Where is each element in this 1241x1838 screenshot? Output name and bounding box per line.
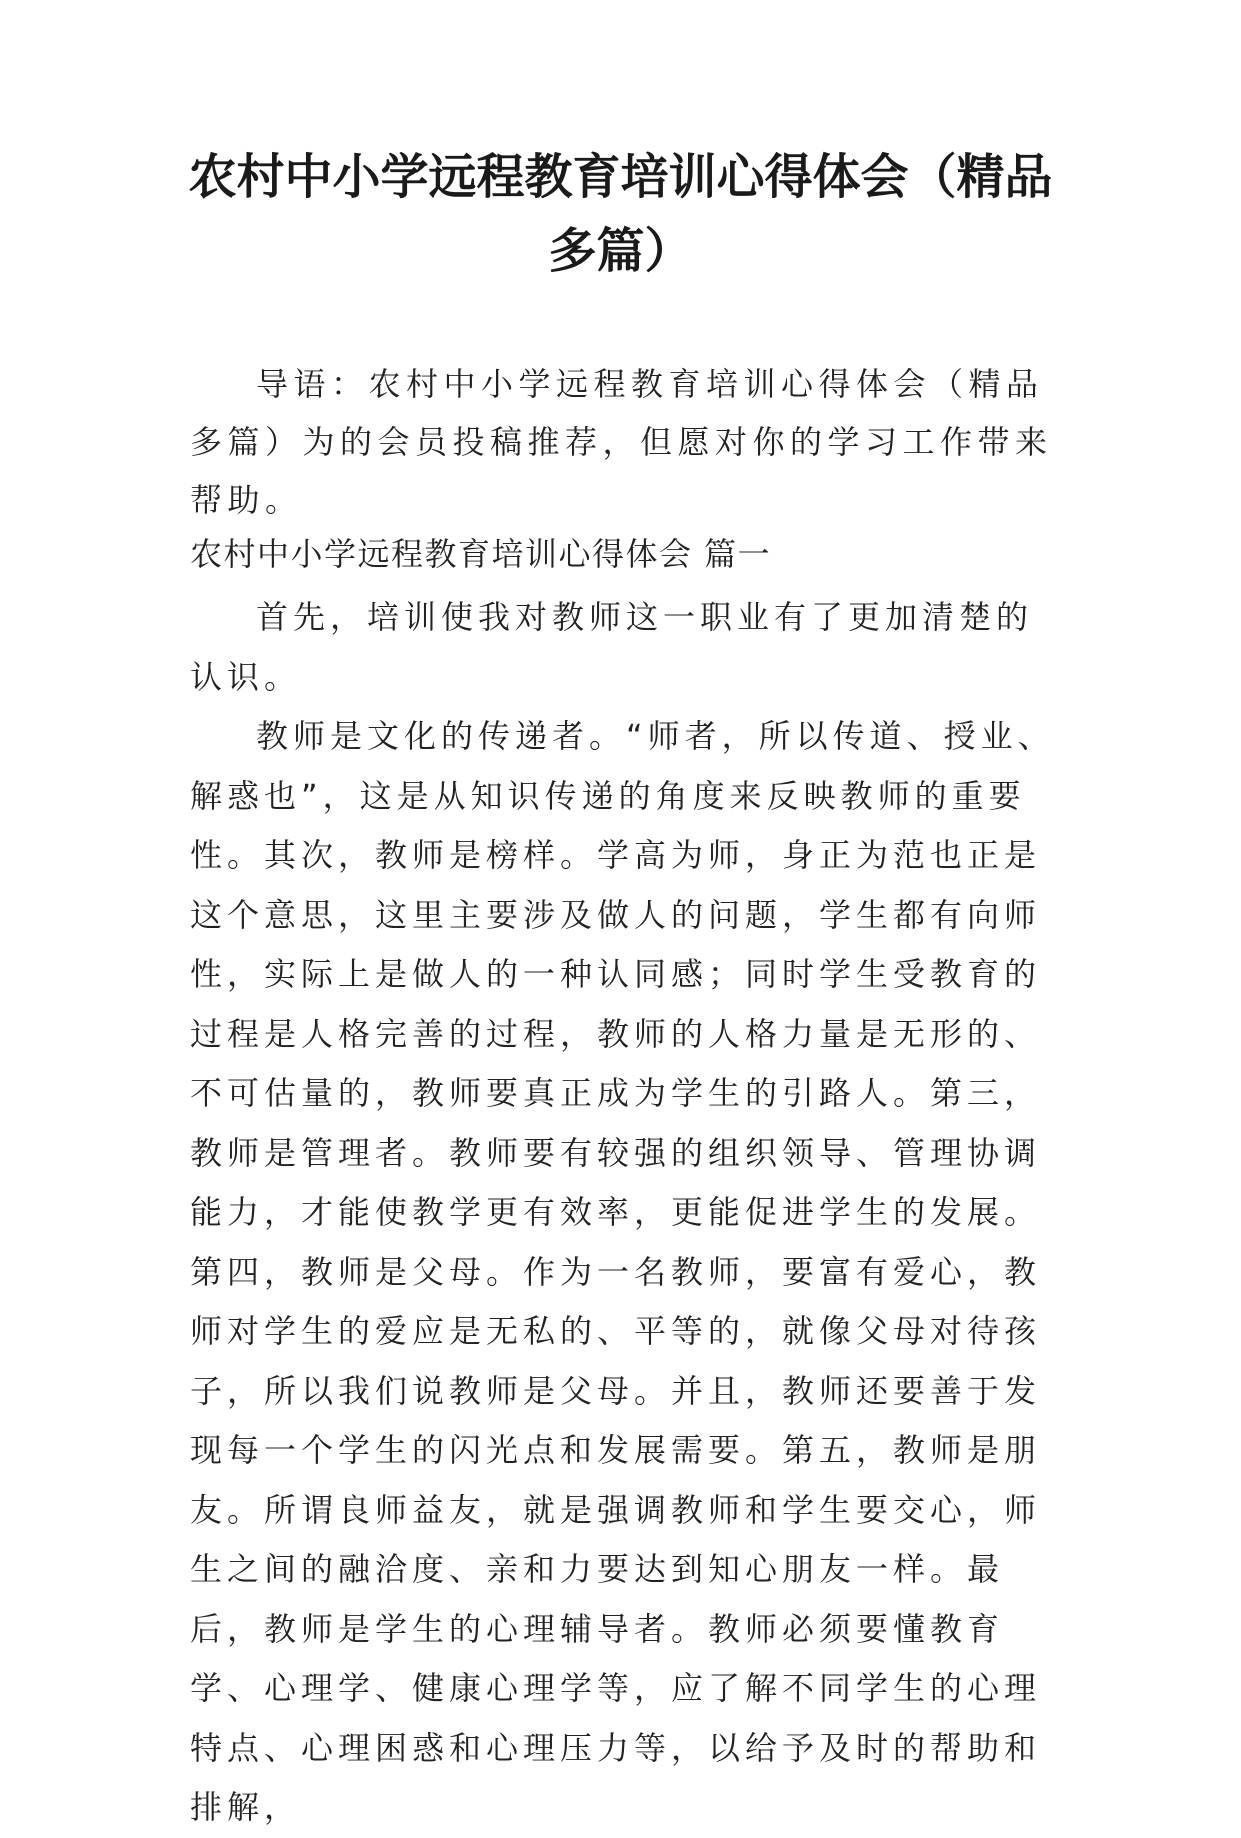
body-paragraph: 教师是文化的传递者。“师者，所以传道、授业、解惑也”，这是从知识传递的角度来反映教师的重要性。其次，教师是榜样。学高为师，身正为范也正是这个意思，这里主要涉及做人的问题，学生都有向师性，实际上是做人的一种认同感；同时学生受教育的过程是人格完善的过程，教师的人格力量是无形的、不可估量的，教师要真正成为学生的引路人。第三，教师是管理者。教师要有较强的组织领导、管理协调能力，才能使教学更有效率，更能促进学生的发展。第四，教师是父母。作为一名教师，要富有爱心，教师对学生的爱应是无私的、平等的，就像父母对待孩子，所以我们说教师是父母。并且，教师还要善于发现每一个学生的闪光点和发展需要。第五，教师是朋友。所谓良师益友，就是强调教师和学生要交心，师生之间的融洽度、亲和力要达到知心朋友一样。最后，教师是学生的心理辅导者。教师必须要懂教育学、心理学、健康心理学等，应了解不同学生的心理特点、心理困惑和心理压力等，以给予及时的帮助和排解，	[190, 717, 1055, 1826]
document-title: 农村中小学远程教育培训心得体会（精品多篇）	[188, 149, 1053, 279]
section-heading: 农村中小学远程教育培训心得体会 篇一	[190, 535, 772, 573]
body-paragraph: 首先，培训使我对教师这一职业有了更加清楚的认识。	[190, 598, 1034, 696]
intro-paragraph: 导语：农村中小学远程教育培训心得体会（精品多篇）为的会员投稿推荐，但愿对你的学习工作带来帮助。	[190, 365, 1053, 519]
section-body	[190, 588, 1060, 1838]
